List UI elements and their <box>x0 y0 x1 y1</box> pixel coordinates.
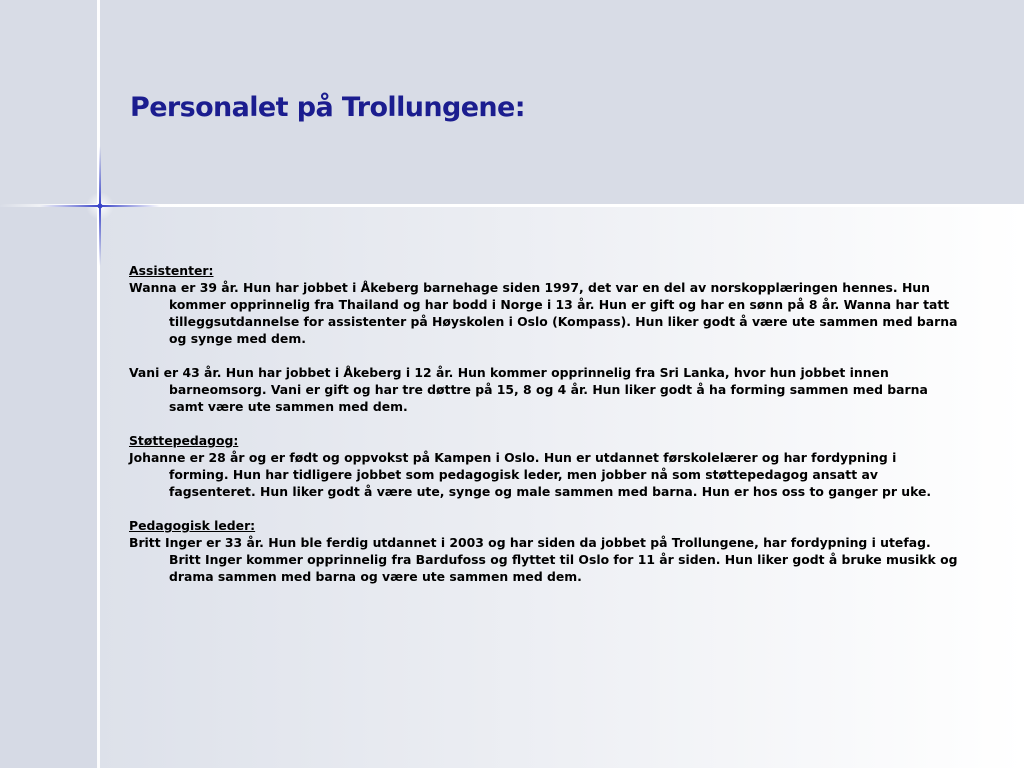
page-title: Personalet på Trollungene: <box>130 92 525 123</box>
paragraph-britt-inger: Britt Inger er 33 år. Hun ble ferdig utdannet i 2003 og har siden da jobbet på Trollungene, har fordypning i utefag. Britt Inger kommer opprinnelig fra Bardufoss og flyttet til Oslo for 11 år siden. Hun liker godt å bruke musikk og drama sammen med barna og være ute sammen med dem. <box>129 535 958 584</box>
sparkle-star-icon <box>34 140 166 272</box>
section-heading-pedagogical-leader: Pedagogisk leder: <box>129 518 256 533</box>
paragraph-wanna: Wanna er 39 år. Hun har jobbet i Åkeberg barnehage siden 1997, det var en del av norskopplæringen hennes. Hun kommer opprinnelig fra Thailand og har bodd i Norge i 13 år. Hun er gift og har en sønn på 8 år. Wanna har tatt tilleggsutdannelse for assistenter på Høyskolen i Oslo (Kompass). Hun liker godt å være ute sammen med barna og synge med dem. <box>129 280 958 346</box>
paragraph-johanne: Johanne er 28 år og er født og oppvokst på Kampen i Oslo. Hun er utdannet førskolelærer og har fordypning i forming. Hun har tidligere jobbet som pedagogisk leder, men jobber nå som støttepedagog ansatt av fagsenteret. Hun liker godt å være ute, synge og male sammen med barna. Hun er hos oss to ganger pr uke. <box>129 450 932 499</box>
paragraph-vani: Vani er 43 år. Hun har jobbet i Åkeberg i 12 år. Hun kommer opprinnelig fra Sri Lanka, hvor hun jobbet innen barneomsorg. Vani er gift og har tre døttre på 15, 8 og 4 år. Hun liker godt å ha forming sammen med barna samt være ute sammen med dem. <box>129 365 928 414</box>
left-strip <box>0 207 98 768</box>
staff-description <box>129 262 959 585</box>
section-heading-support-educator: Støttepedagog: <box>129 433 239 448</box>
section-heading-assistants: Assistenter: <box>129 263 214 278</box>
vertical-divider <box>97 0 100 768</box>
